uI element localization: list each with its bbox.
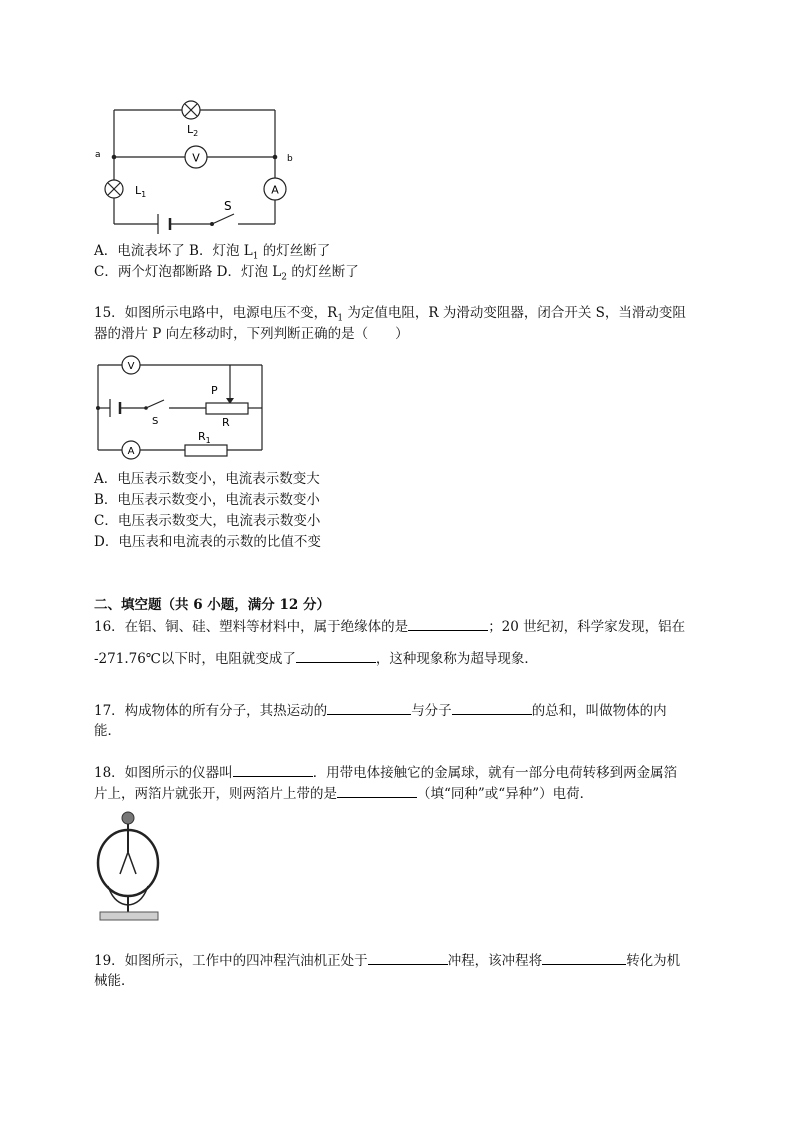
voltmeter-icon: [185, 146, 207, 168]
resistor-r1-icon: [185, 445, 227, 456]
q19-blank-2[interactable]: [542, 951, 626, 965]
label-l2: $L_2$: [187, 123, 199, 138]
svg-text:A: A: [127, 446, 135, 457]
battery-icon: [158, 214, 170, 234]
q18-blank-2[interactable]: [337, 784, 417, 798]
q14-options-row2: C．两个灯泡都断路 D．灯泡 $L_2$ 的灯丝断了: [94, 264, 359, 283]
q15-option-d: D．电压表和电流表的示数的比值不变: [94, 534, 321, 550]
electroscope-base: [100, 912, 158, 920]
q15-stem-line2: 器的滑片 P 向左移动时，下列判断正确的是（ ）: [94, 326, 409, 342]
q18-line2: 片上，两箔片就张开，则两箔片上带的是 （填“同种”或“异种”）电荷．: [94, 786, 594, 802]
switch-pivot: [210, 222, 214, 226]
svg-text:V: V: [192, 151, 200, 165]
q15-ammeter-icon: [122, 441, 140, 459]
q15-battery-icon: [110, 399, 120, 417]
q15-junction-left: [96, 406, 100, 410]
junction-a: [112, 155, 117, 160]
q15-option-c: C．电压表示数变大，电流表示数变小: [94, 513, 321, 529]
svg-text:A: A: [271, 183, 279, 197]
label-b: b: [287, 154, 293, 164]
q16-blank-1[interactable]: [408, 617, 488, 631]
q16-blank-2[interactable]: [296, 649, 376, 663]
junction-b: [273, 155, 278, 160]
metal-ball-icon: [122, 812, 134, 824]
q17-line2: 能．: [94, 723, 121, 739]
q15-voltmeter-icon: [122, 356, 140, 374]
svg-text:V: V: [127, 361, 135, 372]
rheostat-r-icon: [206, 403, 248, 414]
q15-option-a: A．电压表示数变小，电流表示数变大: [94, 471, 320, 487]
ammeter-icon: [264, 178, 286, 200]
q15-label-r1: $R_1$: [198, 430, 211, 445]
q17-blank-2[interactable]: [452, 701, 532, 715]
q19-blank-1[interactable]: [368, 951, 448, 965]
q14-circuit-diagram: [90, 92, 310, 242]
q16-line2: -271.76℃以下时，电阻就变成了 ，这种现象称为超导现象．: [94, 651, 538, 667]
q14-options-row1: A．电流表坏了 B．灯泡 $L_1$ 的灯丝断了: [94, 243, 331, 262]
lamp-l2-icon: [182, 101, 200, 119]
electroscope-diagram: [94, 808, 166, 928]
q15-option-b: B．电压表示数变小，电流表示数变小: [94, 492, 320, 508]
section-title-fill-in: 二、填空题（共 6 小题，满分 12 分）: [94, 597, 330, 613]
label-a: a: [95, 150, 101, 160]
lamp-l1-icon: [105, 180, 123, 198]
q16-line1: 16．在铝、铜、硅、塑料等材料中，属于绝缘体的是 ；20 世纪初，科学家发现，铝在: [94, 619, 686, 635]
q15-label-s: S: [152, 416, 159, 427]
q15-stem-line1: 15．如图所示电路中，电源电压不变，$R_1$ 为定值电阻，R 为滑动变阻器，闭合开关 S，当滑动变阻: [94, 305, 686, 324]
label-s: S: [224, 199, 232, 213]
q17-line1: 17．构成物体的所有分子，其热运动的 与分子 的总和，叫做物体的内: [94, 703, 667, 719]
q15-label-r: R: [222, 416, 230, 429]
label-l1: $L_1$: [135, 184, 147, 199]
q19-line2: 械能．: [94, 973, 135, 989]
q18-line1: 18．如图所示的仪器叫 ．用带电体接触它的金属球，就有一部分电荷转移到两金属箔: [94, 765, 678, 781]
q15-label-p: P: [211, 384, 218, 397]
q15-circuit-diagram: [90, 352, 270, 462]
q19-line1: 19．如图所示，工作中的四冲程汽油机正处于 冲程，该冲程将 转化为机: [94, 953, 681, 969]
q18-blank-1[interactable]: [233, 763, 313, 777]
q15-switch-pivot: [144, 406, 148, 410]
q17-blank-1[interactable]: [327, 701, 411, 715]
